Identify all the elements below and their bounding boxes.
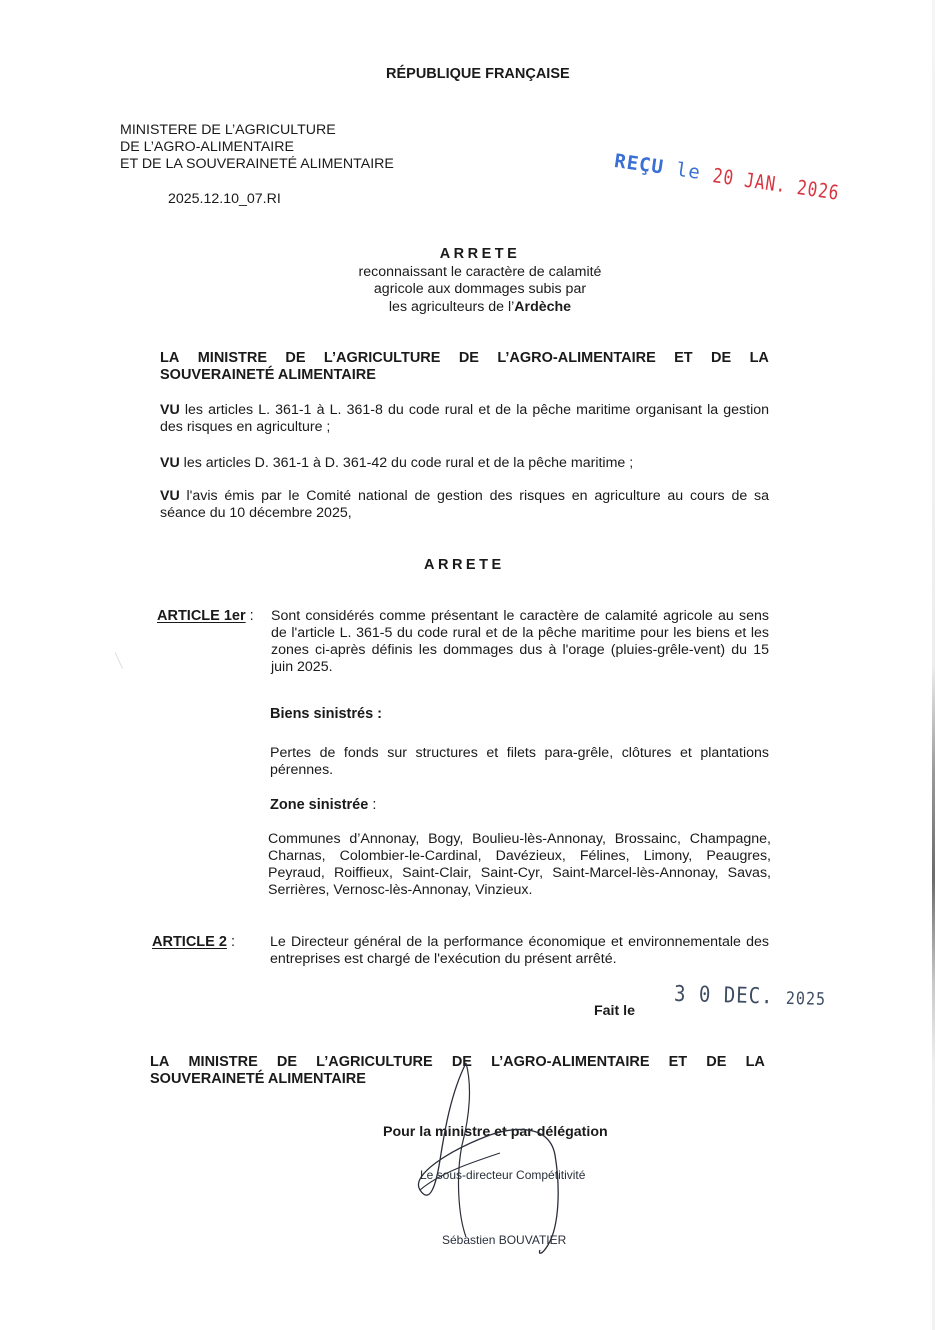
done-on-label: Fait le	[594, 1003, 635, 1019]
received-stamp-le: le	[674, 158, 703, 184]
visa-paragraph: VU l'avis émis par le Comité national de gestion des risques en agriculture au cours de sa séance du 10 décembre 2025,	[160, 488, 769, 521]
department-name: Ardèche	[514, 298, 572, 315]
article-1-label: ARTICLE 1er :	[157, 608, 254, 624]
minister-heading-line2: SOUVERAINETÉ ALIMENTAIRE	[160, 367, 376, 383]
republique-heading: RÉPUBLIQUE FRANÇAISE	[386, 66, 570, 82]
signatory-role: Le sous-directeur Compétitivité	[420, 1168, 586, 1182]
handwritten-signature-icon	[400, 1055, 620, 1275]
damaged-zone-title: Zone sinistrée :	[270, 797, 377, 813]
signature-date-stamp: 3 0 DEC. 2025	[673, 981, 827, 1010]
damaged-goods-title: Biens sinistrés :	[270, 706, 383, 722]
received-stamp	[613, 150, 841, 203]
minister-signature-line1: LA MINISTRE DE L’AGRICULTURE DE L’AGRO-ALIMENTAIRE ET DE LA	[150, 1054, 765, 1070]
received-stamp-label: REÇU	[612, 150, 666, 179]
decree-title	[300, 246, 660, 316]
ministry-line: DE L’AGRO-ALIMENTAIRE	[120, 139, 294, 155]
scan-artifact	[115, 649, 131, 669]
decree-subtitle-line: reconnaissant le caractère de calamité	[358, 263, 602, 280]
decree-subtitle-line: agricole aux dommages subis par	[373, 281, 587, 297]
decree-heading: ARRETE	[439, 246, 521, 262]
article-2-text: Le Directeur général de la performance économique et environnementale des entreprises est chargé de l'exécution du présent arrêté.	[270, 934, 769, 967]
scan-edge-shadow	[932, 0, 935, 1330]
minister-heading	[160, 350, 769, 384]
received-stamp-date: 20 JAN. 2026	[711, 163, 841, 205]
ministry-line: MINISTERE DE L’AGRICULTURE	[120, 122, 336, 138]
article-1-text: Sont considérés comme présentant le caractère de calamité agricole au sens de l'article L. 361-5 du code rural et de la pêche maritime pour les biens et les zones ci-après définis les dommages dus à l'orage (pluies-grêle-vent) du 15 juin 2025.	[271, 608, 769, 675]
minister-heading-line1: LA MINISTRE DE L’AGRICULTURE DE L’AGRO-ALIMENTAIRE ET DE LA	[160, 350, 769, 366]
document-reference: 2025.12.10_07.RI	[168, 191, 281, 207]
damaged-zone-communes: Communes d’Annonay, Bogy, Boulieu-lès-Annonay, Brossainc, Champagne, Charnas, Colombier-le-Cardinal, Davézieux, Félines, Limony, Peaugres, Peyraud, Roiffieux, Saint-Clair, Saint-Cyr, Saint-Marcel-lès-Annonay, Savas, Serrières, Vernosc-lès-Annonay, Vinzieux.	[268, 831, 771, 898]
minister-signature-line2: SOUVERAINETÉ ALIMENTAIRE	[150, 1071, 366, 1087]
damaged-goods-text: Pertes de fonds sur structures et filets para-grêle, clôtures et plantations pérennes.	[270, 745, 769, 778]
delegation-line: Pour la ministre et par délégation	[383, 1124, 608, 1140]
visa-paragraph: VU les articles D. 361-1 à D. 361-42 du code rural et de la pêche maritime ;	[160, 455, 634, 471]
decree-subtitle-line: les agriculteurs de l’Ardèche	[388, 298, 572, 315]
article-2-label: ARTICLE 2 :	[152, 934, 235, 950]
visa-paragraph: VU les articles L. 361-1 à L. 361-8 du code rural et de la pêche maritime organisant la gestion des risques en agriculture ;	[160, 402, 769, 435]
ministry-name	[120, 122, 394, 173]
arrete-heading: ARRETE	[424, 557, 505, 573]
ministry-line: ET DE LA SOUVERAINETÉ ALIMENTAIRE	[120, 156, 394, 172]
signatory-name: Sébastien BOUVATIER	[442, 1233, 567, 1247]
